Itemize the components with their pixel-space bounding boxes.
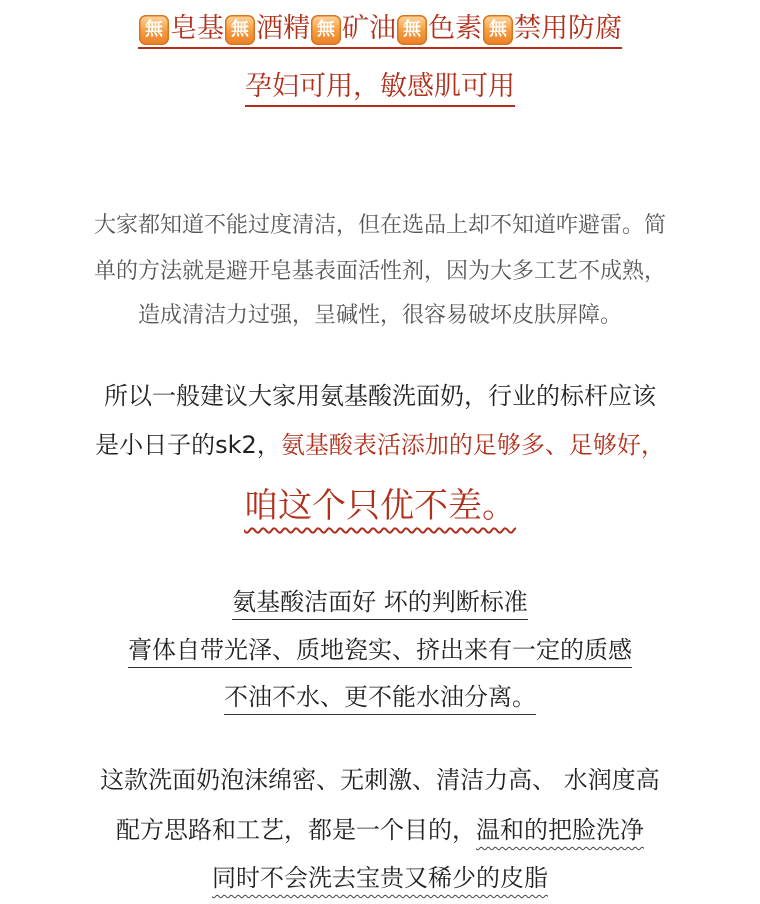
subtitle: 孕妇可用，敏感肌可用	[245, 71, 515, 107]
badge-none-icon: 無	[483, 15, 513, 45]
badge-none-icon: 無	[397, 15, 427, 45]
free-from-list	[138, 13, 622, 49]
criteria-item: 不油不水、更不能水油分离。	[224, 683, 536, 715]
free-from-banner	[0, 6, 760, 45]
intro-line: 单的方法就是避开皂基表面活性剂，因为大多工艺不成熟，	[93, 259, 666, 284]
free-from-item: 皂基	[170, 13, 224, 44]
feature-line	[0, 858, 760, 893]
feature-prefix: 配方思路和工艺，都是一个目的，	[116, 816, 476, 844]
free-from-item: 禁用防腐	[514, 13, 622, 44]
suitable-for-line	[0, 64, 760, 103]
recommend-line: 所以一般建议大家用氨基酸洗面奶，行业的标杆应该	[104, 382, 656, 410]
criteria-line	[0, 677, 760, 712]
free-from-item: 色素	[428, 13, 482, 44]
criteria-item: 膏体自带光泽、质地瓷实、挤出来有一定的质感	[128, 636, 632, 668]
recommend-line	[0, 425, 760, 460]
recommend-emphasis-line	[0, 478, 760, 527]
intro-line: 造成清洁力过强，呈碱性，很容易破坏皮肤屏障。	[137, 303, 622, 328]
feature-line: 这款洗面奶泡沫绵密、无刺激、清洁力高、 水润度高	[100, 766, 660, 794]
badge-none-icon: 無	[225, 15, 255, 45]
feature-line	[0, 810, 760, 845]
badge-none-icon: 無	[311, 15, 341, 45]
intro-line: 大家都知道不能过度清洁，但在选品上却不知道咋避雷。简	[93, 213, 666, 238]
criteria-title: 氨基酸洁面好 坏的判断标准	[232, 588, 528, 620]
recommend-prefix: 是小日子的sk2，	[95, 431, 281, 459]
feature-closing: 同时不会洗去宝贵又稀少的皮脂	[212, 864, 548, 892]
recommend-emphasis: 咱这个只优不差。	[244, 486, 516, 526]
recommend-highlight: 氨基酸表活添加的足够多、足够好，	[280, 431, 665, 459]
free-from-item: 矿油	[342, 13, 396, 44]
feature-highlight: 温和的把脸洗净	[476, 816, 644, 844]
badge-none-icon: 無	[139, 15, 169, 45]
free-from-item: 酒精	[256, 13, 310, 44]
criteria-line	[0, 630, 760, 665]
criteria-line	[0, 582, 760, 617]
